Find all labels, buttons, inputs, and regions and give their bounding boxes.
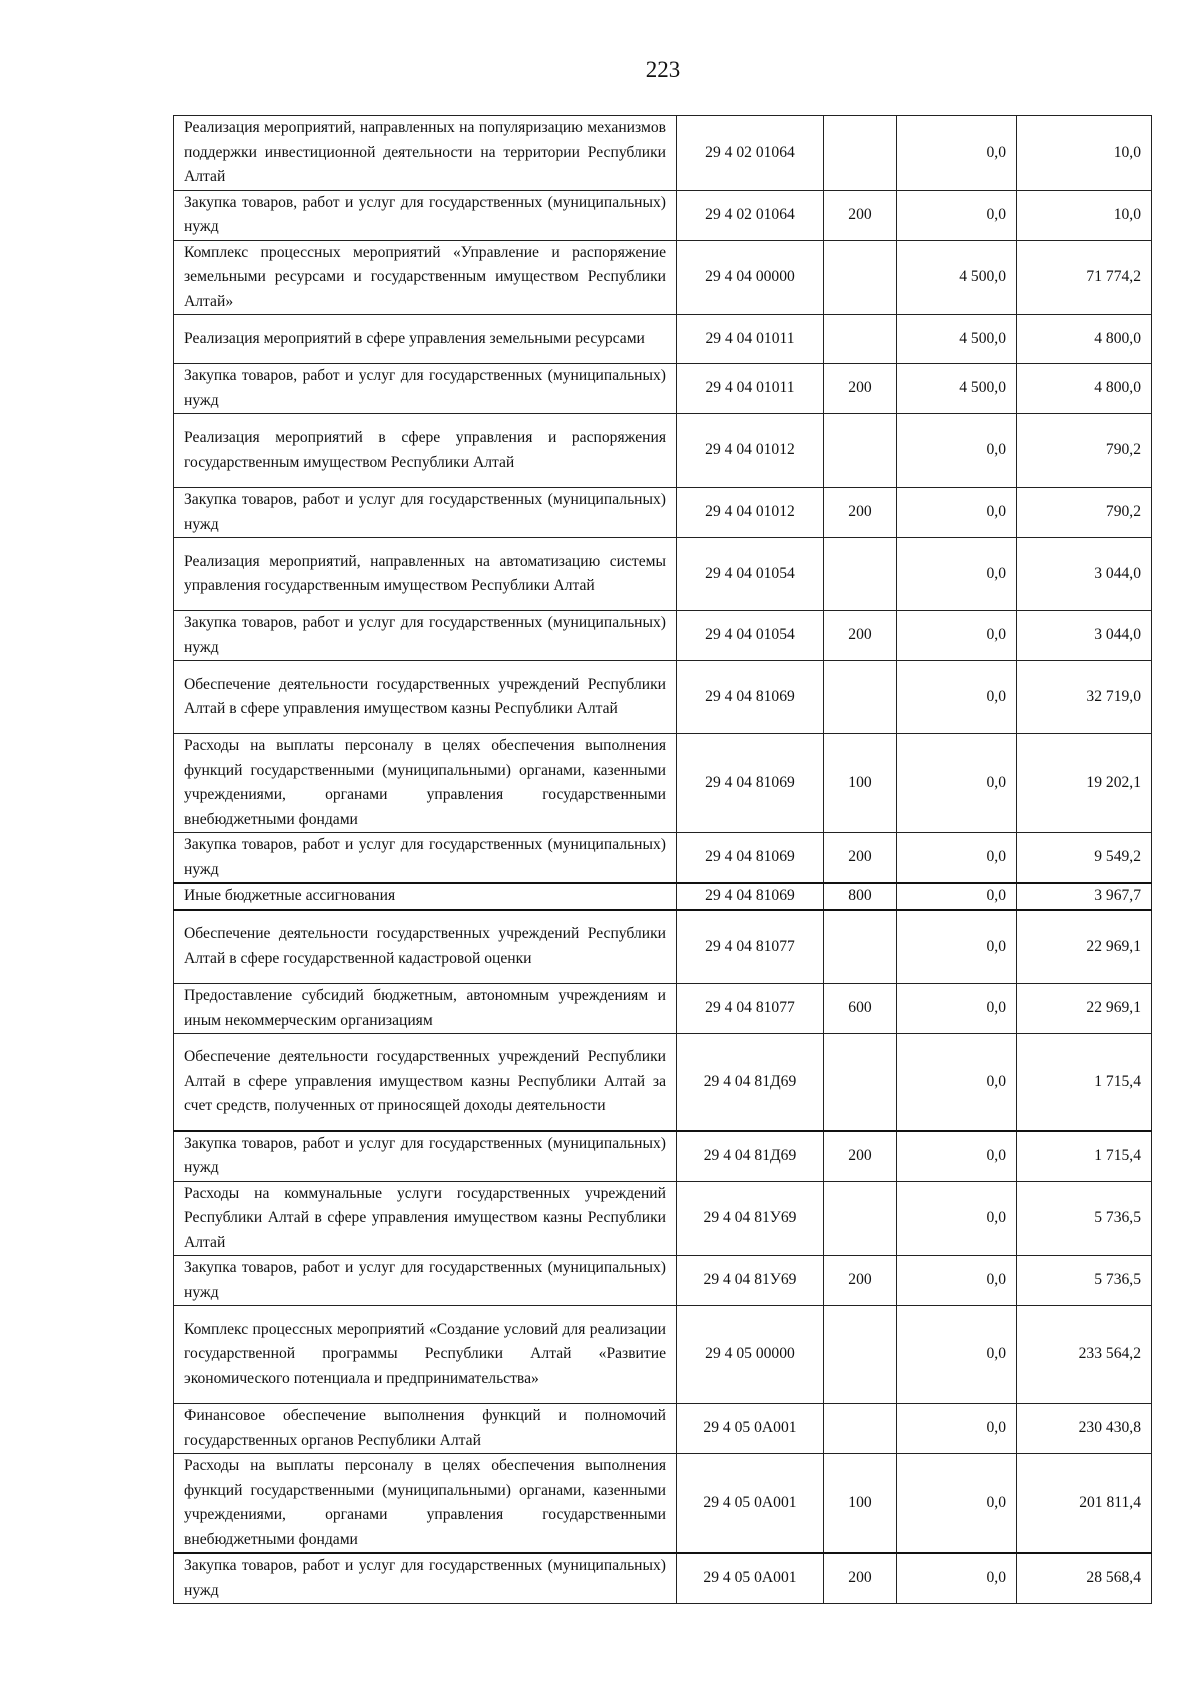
row-name: Реализация мероприятий в сфере управления земельными ресурсами — [174, 315, 677, 364]
row-code: 29 4 04 01054 — [677, 611, 824, 661]
row-expense-type: 200 — [824, 1131, 897, 1182]
row-expense-type — [824, 1034, 897, 1131]
row-name: Расходы на выплаты персоналу в целях обеспечения выполнения функций государственными (муниципальными) органами, казенными учреждениями, органами управления государственными внебюджетными фондами — [174, 1454, 677, 1554]
row-value-2: 28 568,4 — [1017, 1553, 1152, 1604]
row-value-2: 22 969,1 — [1017, 984, 1152, 1034]
row-name: Обеспечение деятельности государственных учреждений Республики Алтай в сфере управления имуществом казны Республики Алтай за счет средств, полученных от приносящей доходы деятельности — [174, 1034, 677, 1131]
row-expense-type: 200 — [824, 833, 897, 884]
row-expense-type: 100 — [824, 734, 897, 833]
row-value-2: 22 969,1 — [1017, 910, 1152, 984]
row-code: 29 4 04 01012 — [677, 488, 824, 538]
row-code: 29 4 04 00000 — [677, 240, 824, 315]
row-name: Закупка товаров, работ и услуг для государственных (муниципальных) нужд — [174, 1131, 677, 1182]
row-expense-type — [824, 538, 897, 611]
row-name: Реализация мероприятий, направленных на автоматизацию системы управления государственным имуществом Республики Алтай — [174, 538, 677, 611]
row-code: 29 4 04 01012 — [677, 414, 824, 488]
table-row — [174, 240, 1152, 315]
row-value-1: 0,0 — [897, 910, 1017, 984]
row-expense-type — [824, 661, 897, 734]
row-code: 29 4 05 0А001 — [677, 1404, 824, 1454]
row-expense-type: 200 — [824, 1553, 897, 1604]
row-value-1: 0,0 — [897, 190, 1017, 240]
row-expense-type: 100 — [824, 1454, 897, 1554]
row-value-1: 0,0 — [897, 116, 1017, 191]
table-row — [174, 734, 1152, 833]
row-value-2: 230 430,8 — [1017, 1404, 1152, 1454]
table-row — [174, 661, 1152, 734]
row-code: 29 4 04 81Д69 — [677, 1034, 824, 1131]
row-name: Закупка товаров, работ и услуг для государственных (муниципальных) нужд — [174, 190, 677, 240]
row-name: Реализация мероприятий, направленных на популяризацию механизмов поддержки инвестиционной деятельности на территории Республики Алтай — [174, 116, 677, 191]
row-value-2: 3 044,0 — [1017, 611, 1152, 661]
row-code: 29 4 04 81077 — [677, 984, 824, 1034]
row-expense-type — [824, 315, 897, 364]
row-value-2: 3 967,7 — [1017, 883, 1152, 910]
row-value-1: 0,0 — [897, 1131, 1017, 1182]
row-value-2: 10,0 — [1017, 190, 1152, 240]
row-expense-type — [824, 1306, 897, 1404]
row-value-1: 4 500,0 — [897, 240, 1017, 315]
row-name: Комплекс процессных мероприятий «Управление и распоряжение земельными ресурсами и государственным имуществом Республики Алтай» — [174, 240, 677, 315]
row-code: 29 4 04 81У69 — [677, 1181, 824, 1256]
row-code: 29 4 04 81069 — [677, 883, 824, 910]
row-expense-type: 200 — [824, 1256, 897, 1306]
row-value-1: 0,0 — [897, 538, 1017, 611]
row-value-2: 233 564,2 — [1017, 1306, 1152, 1404]
row-code: 29 4 04 81069 — [677, 833, 824, 884]
table-row — [174, 364, 1152, 414]
row-expense-type — [824, 414, 897, 488]
row-expense-type — [824, 910, 897, 984]
table-row — [174, 414, 1152, 488]
table-row — [174, 1256, 1152, 1306]
row-name: Комплекс процессных мероприятий «Создание условий для реализации государственной программы Республики Алтай «Развитие экономического потенциала и предпринимательства» — [174, 1306, 677, 1404]
table-row — [174, 538, 1152, 611]
budget-table — [173, 115, 1152, 1604]
row-value-2: 19 202,1 — [1017, 734, 1152, 833]
row-name: Закупка товаров, работ и услуг для государственных (муниципальных) нужд — [174, 833, 677, 884]
row-value-2: 71 774,2 — [1017, 240, 1152, 315]
row-code: 29 4 04 81077 — [677, 910, 824, 984]
row-code: 29 4 04 81069 — [677, 734, 824, 833]
row-expense-type: 200 — [824, 364, 897, 414]
table-row — [174, 611, 1152, 661]
row-value-1: 0,0 — [897, 414, 1017, 488]
row-expense-type — [824, 116, 897, 191]
row-value-2: 32 719,0 — [1017, 661, 1152, 734]
row-code: 29 4 02 01064 — [677, 116, 824, 191]
row-value-2: 790,2 — [1017, 488, 1152, 538]
table-row — [174, 910, 1152, 984]
row-code: 29 4 04 81069 — [677, 661, 824, 734]
row-code: 29 4 04 01054 — [677, 538, 824, 611]
row-name: Закупка товаров, работ и услуг для государственных (муниципальных) нужд — [174, 611, 677, 661]
table-row — [174, 883, 1152, 910]
row-value-1: 0,0 — [897, 1306, 1017, 1404]
row-value-2: 9 549,2 — [1017, 833, 1152, 884]
row-value-2: 5 736,5 — [1017, 1181, 1152, 1256]
row-code: 29 4 05 00000 — [677, 1306, 824, 1404]
row-code: 29 4 05 0А001 — [677, 1553, 824, 1604]
table-row — [174, 1553, 1152, 1604]
table-row — [174, 488, 1152, 538]
table-row — [174, 833, 1152, 884]
row-name: Финансовое обеспечение выполнения функций и полномочий государственных органов Республики Алтай — [174, 1404, 677, 1454]
row-name: Закупка товаров, работ и услуг для государственных (муниципальных) нужд — [174, 364, 677, 414]
row-value-1: 0,0 — [897, 1404, 1017, 1454]
table-row — [174, 1306, 1152, 1404]
row-value-1: 0,0 — [897, 833, 1017, 884]
row-value-2: 3 044,0 — [1017, 538, 1152, 611]
row-code: 29 4 04 01011 — [677, 315, 824, 364]
table-row — [174, 1404, 1152, 1454]
row-value-1: 0,0 — [897, 1256, 1017, 1306]
row-expense-type — [824, 1181, 897, 1256]
row-value-1: 0,0 — [897, 661, 1017, 734]
row-name: Иные бюджетные ассигнования — [174, 883, 677, 910]
row-value-1: 4 500,0 — [897, 315, 1017, 364]
table-row — [174, 984, 1152, 1034]
row-name: Предоставление субсидий бюджетным, автономным учреждениям и иным некоммерческим организациям — [174, 984, 677, 1034]
row-expense-type: 600 — [824, 984, 897, 1034]
row-value-2: 4 800,0 — [1017, 364, 1152, 414]
row-name: Обеспечение деятельности государственных учреждений Республики Алтай в сфере государственной кадастровой оценки — [174, 910, 677, 984]
table-row — [174, 116, 1152, 191]
table-row — [174, 315, 1152, 364]
row-value-1: 4 500,0 — [897, 364, 1017, 414]
row-value-1: 0,0 — [897, 1454, 1017, 1554]
table-row — [174, 1181, 1152, 1256]
row-value-1: 0,0 — [897, 1181, 1017, 1256]
row-expense-type — [824, 1404, 897, 1454]
row-name: Закупка товаров, работ и услуг для государственных (муниципальных) нужд — [174, 1553, 677, 1604]
row-expense-type: 200 — [824, 488, 897, 538]
row-value-2: 4 800,0 — [1017, 315, 1152, 364]
row-name: Обеспечение деятельности государственных учреждений Республики Алтай в сфере управления имуществом казны Республики Алтай — [174, 661, 677, 734]
row-code: 29 4 04 81У69 — [677, 1256, 824, 1306]
table-row — [174, 1131, 1152, 1182]
table-row — [174, 1454, 1152, 1554]
row-value-1: 0,0 — [897, 611, 1017, 661]
row-code: 29 4 05 0А001 — [677, 1454, 824, 1554]
row-code: 29 4 02 01064 — [677, 190, 824, 240]
table-row — [174, 1034, 1152, 1131]
row-expense-type: 200 — [824, 190, 897, 240]
row-name: Расходы на коммунальные услуги государственных учреждений Республики Алтай в сфере управления имуществом казны Республики Алтай — [174, 1181, 677, 1256]
row-value-2: 1 715,4 — [1017, 1131, 1152, 1182]
row-name: Реализация мероприятий в сфере управления и распоряжения государственным имуществом Республики Алтай — [174, 414, 677, 488]
row-value-1: 0,0 — [897, 984, 1017, 1034]
row-value-1: 0,0 — [897, 488, 1017, 538]
row-expense-type — [824, 240, 897, 315]
row-value-1: 0,0 — [897, 734, 1017, 833]
row-value-2: 5 736,5 — [1017, 1256, 1152, 1306]
row-value-2: 1 715,4 — [1017, 1034, 1152, 1131]
row-value-1: 0,0 — [897, 883, 1017, 910]
row-value-2: 790,2 — [1017, 414, 1152, 488]
row-expense-type: 800 — [824, 883, 897, 910]
row-code: 29 4 04 01011 — [677, 364, 824, 414]
row-code: 29 4 04 81Д69 — [677, 1131, 824, 1182]
row-name: Расходы на выплаты персоналу в целях обеспечения выполнения функций государственными (муниципальными) органами, казенными учреждениями, органами управления государственными внебюджетными фондами — [174, 734, 677, 833]
row-value-2: 201 811,4 — [1017, 1454, 1152, 1554]
table-row — [174, 190, 1152, 240]
row-value-2: 10,0 — [1017, 116, 1152, 191]
table-body — [174, 116, 1152, 1604]
row-name: Закупка товаров, работ и услуг для государственных (муниципальных) нужд — [174, 1256, 677, 1306]
row-name: Закупка товаров, работ и услуг для государственных (муниципальных) нужд — [174, 488, 677, 538]
page-number: 223 — [645, 57, 681, 82]
row-expense-type: 200 — [824, 611, 897, 661]
row-value-1: 0,0 — [897, 1553, 1017, 1604]
row-value-1: 0,0 — [897, 1034, 1017, 1131]
